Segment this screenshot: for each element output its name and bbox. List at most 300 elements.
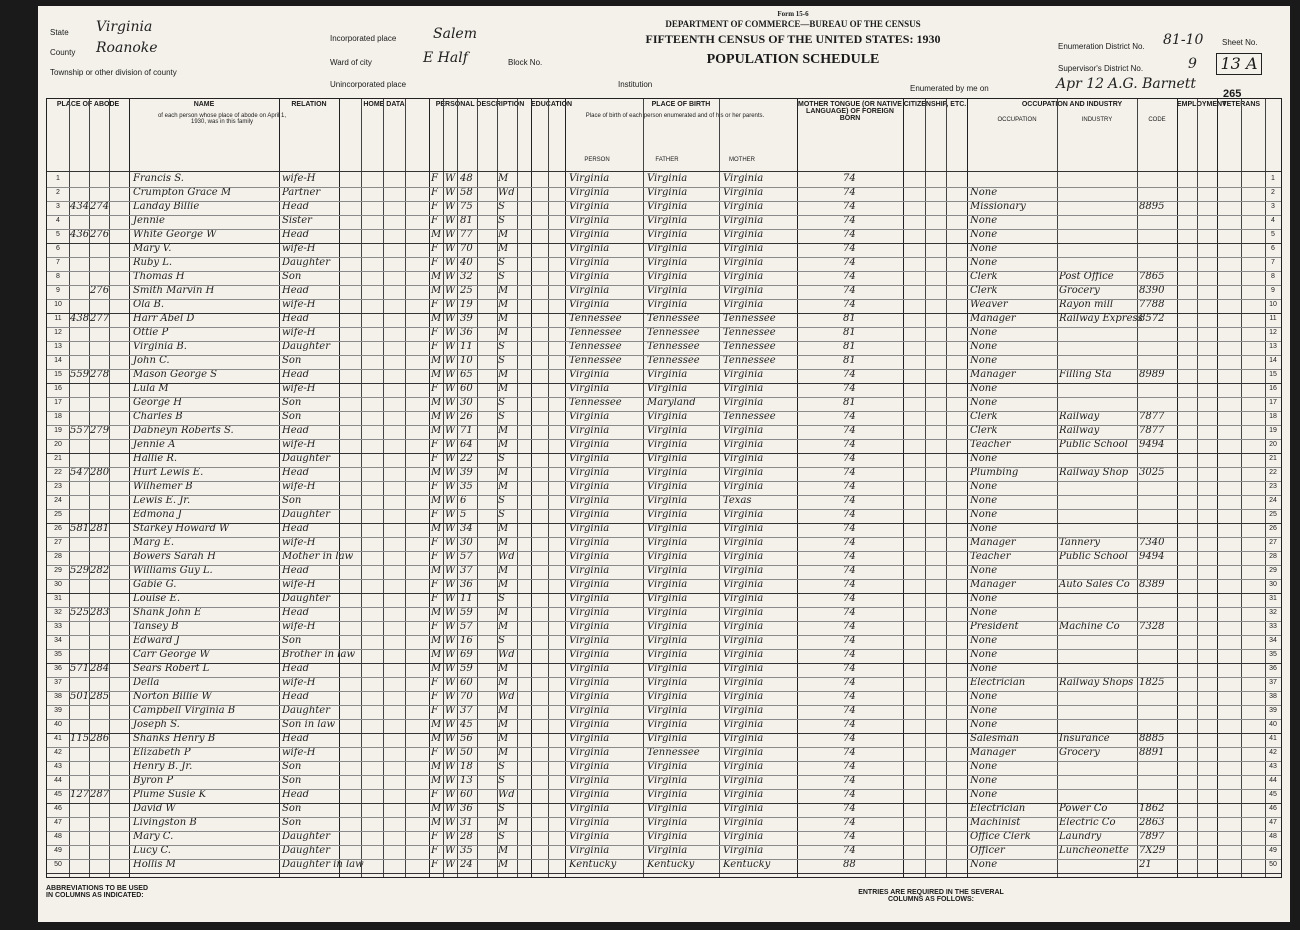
cell-mother: Virginia [723,537,764,548]
cell-race: W [445,509,456,520]
cell-mother: Tennessee [723,411,776,422]
cell-dw: 501 [70,691,90,702]
row-rule [47,705,1281,706]
line-number: 38 [54,693,62,700]
cell-race: W [445,635,456,646]
table-row [47,411,1281,424]
line-number: 43 [54,763,62,770]
cell-lang: 74 [843,411,856,422]
table-row [47,761,1281,774]
row-rule [47,495,1281,496]
cell-mother: Virginia [723,719,764,730]
table-row [47,565,1281,578]
cell-mar: M [498,677,509,688]
cell-lang: 74 [843,453,856,464]
cell-name: Elizabeth P [133,747,191,758]
cell-rel: Mother in law [282,551,354,562]
cell-occ: Electrician [970,677,1026,688]
table-row [47,299,1281,312]
line-number: 25 [54,511,62,518]
cell-lang: 74 [843,537,856,548]
cell-birth: Virginia [569,299,610,310]
cell-age: 37 [460,565,473,576]
cell-rel: Head [282,607,310,618]
cell-rel: Partner [282,187,321,198]
cell-lang: 74 [843,467,856,478]
cell-age: 36 [460,803,473,814]
cell-sex: M [431,523,442,534]
line-number-right: 18 [1269,413,1277,420]
cell-sex: F [431,299,438,310]
cell-occ: Office Clerk [970,831,1031,842]
cell-birth: Virginia [569,481,610,492]
cell-sex: F [431,439,438,450]
cell-race: W [445,481,456,492]
cell-mother: Virginia [723,397,764,408]
occupation-subhead: OCCUPATION [997,117,1037,123]
cell-name: Wilhemer B [133,481,193,492]
cell-age: 25 [460,285,473,296]
cell-mother: Tennessee [723,313,776,324]
cell-lang: 81 [843,355,856,366]
col-group-occupation: OCCUPATION AND INDUSTRY [1021,101,1123,108]
line-number: 24 [54,497,62,504]
line-number: 35 [54,651,62,658]
cell-rel: wife-H [282,579,316,590]
line-number: 11 [54,315,62,322]
cell-lang: 74 [843,691,856,702]
cell-father: Virginia [647,705,688,716]
cell-occ: None [970,761,998,772]
cell-name: Crumpton Grace M [133,187,232,198]
cell-mother: Virginia [723,243,764,254]
row-rule [47,481,1281,482]
abbrev-title: ABBREVIATIONS TO BE USED IN COLUMNS AS INDICATED: [46,885,149,899]
row-rule [47,411,1281,412]
cell-rel: Son [282,635,302,646]
cell-age: 60 [460,677,473,688]
cell-race: W [445,789,456,800]
line-number-right: 31 [1269,595,1277,602]
cell-birth: Tennessee [569,341,622,352]
cell-occ: Manager [970,537,1016,548]
cell-lang: 74 [843,789,856,800]
cell-race: W [445,747,456,758]
cell-rel: wife-H [282,621,316,632]
cell-occ: None [970,663,998,674]
cell-mother: Virginia [723,789,764,800]
table-row [47,439,1281,452]
line-number: 21 [54,455,62,462]
cell-father: Tennessee [647,355,700,366]
cell-ind: Railway Express [1059,313,1143,324]
col-group-personal: PERSONAL DESCRIPTION [435,101,525,108]
county-label: County [50,48,76,57]
table-row [47,243,1281,256]
cell-occ: Manager [970,579,1016,590]
cell-birth: Virginia [569,369,610,380]
cell-code: 8389 [1139,579,1165,590]
cell-mother: Virginia [723,607,764,618]
cell-father: Virginia [647,579,688,590]
cell-code: 8885 [1139,733,1165,744]
cell-name: Plume Susie K [133,789,207,800]
cell-lang: 74 [843,565,856,576]
cell-mar: Wd [498,789,515,800]
cell-occ: Missionary [970,201,1026,212]
line-number-right: 39 [1269,707,1277,714]
cell-name: Williams Guy L. [133,565,213,576]
line-number: 20 [54,441,62,448]
cell-occ: Plumbing [970,467,1019,478]
row-rule [47,719,1281,720]
cell-code: 2863 [1139,817,1165,828]
cell-rel: Daughter [282,453,330,464]
cell-age: 24 [460,859,473,870]
cell-name: Henry B. Jr. [133,761,193,772]
cell-sex: M [431,425,442,436]
cell-name: Dabneyn Roberts S. [133,425,234,436]
cell-birth: Virginia [569,593,610,604]
cell-name: Mary V. [133,243,172,254]
cell-race: W [445,243,456,254]
cell-father: Kentucky [647,859,695,870]
cell-birth: Virginia [569,215,610,226]
cell-race: W [445,621,456,632]
cell-age: 70 [460,243,473,254]
cell-age: 59 [460,663,473,674]
cell-birth: Virginia [569,579,610,590]
cell-mother: Virginia [723,481,764,492]
cell-age: 32 [460,271,473,282]
line-number-right: 2 [1271,189,1275,196]
cell-name: Ruby L. [133,257,173,268]
cell-father: Virginia [647,383,688,394]
cell-mar: M [498,565,509,576]
row-rule [47,201,1281,202]
cell-age: 19 [460,299,473,310]
line-number: 22 [54,469,62,476]
cell-rel: Daughter [282,509,330,520]
cell-name: Shanks Henry B [133,733,216,744]
cell-mother: Virginia [723,523,764,534]
cell-rel: Daughter [282,845,330,856]
ed-value: 81-10 [1163,32,1204,48]
cell-name: Shank John E [133,607,202,618]
cell-mother: Virginia [723,453,764,464]
cell-race: W [445,761,456,772]
cell-rel: Head [282,523,310,534]
line-number: 41 [54,735,62,742]
table-row [47,481,1281,494]
cell-sex: M [431,313,442,324]
cell-fm: 286 [90,733,110,744]
cell-sex: M [431,635,442,646]
cell-mar: M [498,705,509,716]
cell-father: Virginia [647,565,688,576]
cell-fm: 276 [90,229,110,240]
line-number-right: 29 [1269,567,1277,574]
cell-rel: Brother in law [282,649,356,660]
line-number: 18 [54,413,62,420]
cell-mar: M [498,621,509,632]
father-subhead: FATHER [655,157,679,163]
cell-rel: wife-H [282,439,316,450]
table-row [47,201,1281,214]
cell-sex: M [431,355,442,366]
cell-name: Harr Abel D [133,313,195,324]
cell-birth: Virginia [569,831,610,842]
cell-rel: Daughter in law [282,859,364,870]
cell-birth: Virginia [569,649,610,660]
table-row [47,467,1281,480]
cell-rel: Head [282,229,310,240]
cell-ind: Auto Sales Co [1059,579,1130,590]
row-rule [47,621,1281,622]
cell-lang: 74 [843,299,856,310]
cell-sex: M [431,761,442,772]
cell-fm: 281 [90,523,110,534]
cell-age: 30 [460,537,473,548]
cell-occ: None [970,355,998,366]
cell-occ: None [970,187,998,198]
cell-dw: 557 [70,425,90,436]
cell-sex: F [431,257,438,268]
cell-lang: 74 [843,369,856,380]
table-row [47,355,1281,368]
cell-ind: Machine Co [1059,621,1120,632]
cell-lang: 74 [843,425,856,436]
row-rule [47,635,1281,636]
line-number: 36 [54,665,62,672]
cell-occ: Clerk [970,411,998,422]
row-rule [47,733,1281,734]
cell-sex: M [431,397,442,408]
line-number-right: 25 [1269,511,1277,518]
row-rule [47,467,1281,468]
cell-rel: Head [282,691,310,702]
line-number-right: 13 [1269,343,1277,350]
cell-mother: Virginia [723,187,764,198]
line-number-right: 41 [1269,735,1277,742]
cell-mother: Kentucky [723,859,771,870]
line-number-right: 7 [1271,259,1275,266]
cell-race: W [445,425,456,436]
line-number: 42 [54,749,62,756]
cell-occ: Teacher [970,551,1011,562]
cell-race: W [445,719,456,730]
row-rule [47,859,1281,860]
cell-occ: None [970,649,998,660]
cell-lang: 74 [843,775,856,786]
cell-occ: None [970,341,998,352]
cell-ind: Railway [1059,411,1100,422]
cell-name: Livingston B [133,817,197,828]
line-number: 48 [54,833,62,840]
cell-code: 1862 [1139,803,1165,814]
cell-mother: Virginia [723,425,764,436]
cell-lang: 74 [843,215,856,226]
cell-ind: Railway Shop [1059,467,1129,478]
person-subhead: PERSON [584,157,610,163]
cell-name: Carr George W [133,649,210,660]
cell-rel: Son [282,411,302,422]
header-rule [47,171,1281,172]
line-number-right: 19 [1269,427,1277,434]
cell-father: Virginia [647,369,688,380]
cell-dw: 581 [70,523,90,534]
cell-mother: Virginia [723,509,764,520]
cell-mother: Virginia [723,229,764,240]
line-number-right: 20 [1269,441,1277,448]
cell-father: Virginia [647,509,688,520]
row-rule [47,845,1281,846]
cell-father: Virginia [647,243,688,254]
cell-name: David W [133,803,176,814]
cell-sex: F [431,173,438,184]
cell-age: 13 [460,775,473,786]
cell-occ: None [970,565,998,576]
cell-birth: Kentucky [569,859,617,870]
birth-instruction: Place of birth of each person enumerated and of his or her parents. [585,113,765,119]
cell-race: W [445,691,456,702]
cell-rel: wife-H [282,173,316,184]
cell-lang: 74 [843,509,856,520]
cell-age: 34 [460,523,473,534]
cell-code: 9494 [1139,439,1165,450]
cell-dw: 571 [70,663,90,674]
cell-father: Virginia [647,523,688,534]
table-row [47,271,1281,284]
table-row [47,285,1281,298]
cell-dw: 438 [70,313,90,324]
line-number: 27 [54,539,62,546]
line-number-right: 6 [1271,245,1275,252]
cell-race: W [445,201,456,212]
cell-age: 77 [460,229,473,240]
table-row [47,341,1281,354]
cell-sex: F [431,705,438,716]
cell-mar: M [498,747,509,758]
cell-mar: M [498,845,509,856]
cell-birth: Virginia [569,495,610,506]
cell-mar: M [498,467,509,478]
col-group-name: NAME [193,101,215,108]
cell-mar: M [498,327,509,338]
cell-father: Virginia [647,425,688,436]
line-number-right: 9 [1271,287,1275,294]
cell-lang: 74 [843,733,856,744]
cell-race: W [445,733,456,744]
cell-lang: 74 [843,551,856,562]
cell-age: 35 [460,481,473,492]
cell-race: W [445,593,456,604]
state-label: State [50,28,69,37]
cell-mother: Virginia [723,775,764,786]
cell-sex: M [431,271,442,282]
cell-rel: Sister [282,215,312,226]
row-rule [47,775,1281,776]
cell-birth: Virginia [569,621,610,632]
sheet-label: Sheet No. [1222,38,1258,47]
cell-dw: 436 [70,229,90,240]
cell-age: 39 [460,467,473,478]
cell-mother: Virginia [723,271,764,282]
sd-label: Supervisor's District No. [1058,64,1144,73]
col-group-language: MOTHER TONGUE (OR NATIVE LANGUAGE) OF FOREIGN BORN [798,101,902,122]
table-row [47,607,1281,620]
cell-mar: Wd [498,551,515,562]
cell-mar: M [498,229,509,240]
table-row [47,621,1281,634]
cell-name: Sears Robert L [133,663,210,674]
cell-name: Smith Marvin H [133,285,215,296]
cell-ind: Public School [1059,439,1128,450]
cell-sex: M [431,411,442,422]
cell-dw: 547 [70,467,90,478]
table-row [47,593,1281,606]
line-number: 30 [54,581,62,588]
line-number: 9 [56,287,60,294]
cell-age: 26 [460,411,473,422]
row-rule [47,257,1281,258]
cell-lang: 74 [843,383,856,394]
cell-father: Virginia [647,649,688,660]
cell-sex: F [431,537,438,548]
row-rule [47,593,1281,594]
line-number: 45 [54,791,62,798]
cell-mother: Texas [723,495,752,506]
cell-occ: Salesman [970,733,1019,744]
line-number-right: 49 [1269,847,1277,854]
table-row [47,509,1281,522]
cell-occ: Weaver [970,299,1008,310]
cell-code: 3025 [1139,467,1165,478]
row-rule [47,873,1281,874]
cell-lang: 74 [843,481,856,492]
cell-fm: 283 [90,607,110,618]
cell-father: Virginia [647,495,688,506]
cell-mother: Virginia [723,299,764,310]
line-number-right: 16 [1269,385,1277,392]
cell-age: 70 [460,691,473,702]
cell-birth: Virginia [569,747,610,758]
cell-father: Tennessee [647,747,700,758]
place-label: Incorporated place [330,34,397,43]
cell-father: Virginia [647,229,688,240]
cell-race: W [445,313,456,324]
cell-name: Mary C. [133,831,174,842]
col-group-abode: PLACE OF ABODE [56,101,120,108]
cell-race: W [445,817,456,828]
cell-mar: M [498,313,509,324]
line-number-right: 27 [1269,539,1277,546]
cell-race: W [445,537,456,548]
cell-rel: Daughter [282,341,330,352]
cell-age: 57 [460,621,473,632]
cell-mother: Virginia [723,677,764,688]
table-row [47,187,1281,200]
row-rule [47,383,1281,384]
cell-fm: 287 [90,789,110,800]
cell-birth: Virginia [569,523,610,534]
cell-name: Lula M [133,383,169,394]
row-rule [47,369,1281,370]
cell-name: Virginia B. [133,341,187,352]
cell-father: Tennessee [647,327,700,338]
table-row [47,677,1281,690]
cell-race: W [445,215,456,226]
